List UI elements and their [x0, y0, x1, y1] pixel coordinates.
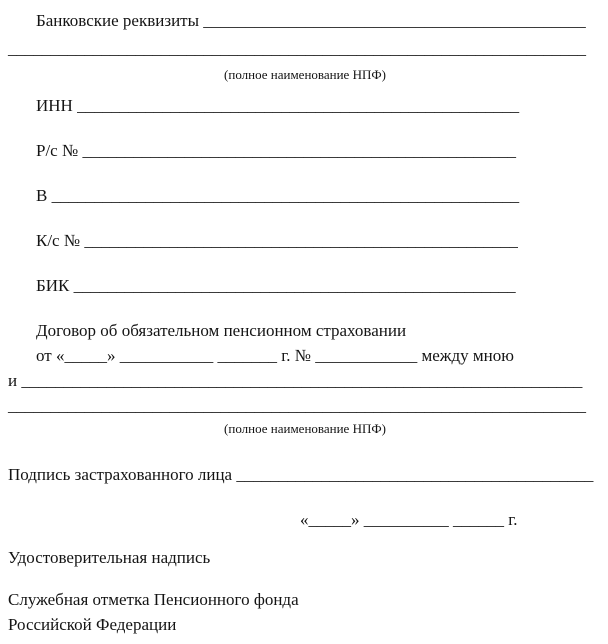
- corr-account-row: [8, 230, 602, 251]
- agreement-party-row: [8, 370, 602, 391]
- service-mark-line-2: Российской Федерации: [8, 615, 177, 634]
- bank-details-label: Банковские реквизиты: [36, 11, 200, 30]
- signature-date-line: «_____» __________ ______ г.: [300, 510, 518, 529]
- npf-caption-1: (полное наименование НПФ): [224, 67, 386, 82]
- signature-label: Подпись застрахованного лица: [8, 465, 233, 484]
- bik-label: БИК: [36, 276, 70, 295]
- and-line: __________________________________________________________________: [21, 371, 583, 390]
- account-line: ___________________________________________________: [82, 141, 516, 160]
- inn-label: ИНН: [36, 96, 73, 115]
- bank-name-line: _______________________________________________________: [51, 186, 520, 205]
- certification-heading: Удостоверительная надпись: [8, 548, 211, 567]
- signature-line: __________________________________________: [236, 465, 594, 484]
- account-label: Р/с №: [36, 141, 79, 160]
- continuation-line-2: ____________________________________________________________________: [8, 396, 586, 415]
- corr-account-label: К/с №: [36, 231, 81, 250]
- bank-details-line: _____________________________________________: [203, 11, 586, 30]
- service-mark-line-1: Служебная отметка Пенсионного фонда: [8, 590, 299, 609]
- bik-row: [8, 275, 602, 296]
- corr-account-line: ___________________________________________________: [84, 231, 518, 250]
- bank-name-label: В: [36, 186, 48, 205]
- account-row: [8, 140, 602, 161]
- and-label: и: [8, 371, 18, 390]
- bik-line: ____________________________________________________: [73, 276, 516, 295]
- agreement-date-line: от «_____» ___________ _______ г. № ____________ между мною: [36, 346, 514, 365]
- inn-row: [8, 95, 602, 116]
- npf-caption-2: (полное наименование НПФ): [224, 421, 386, 436]
- continuation-line-1: ____________________________________________________________________: [8, 39, 586, 58]
- bank-name-row: [8, 185, 602, 206]
- agreement-title-line: Договор об обязательном пенсионном страховании: [36, 321, 407, 340]
- signature-row: [8, 464, 602, 485]
- bank-details-row: [8, 10, 602, 31]
- inn-line: ____________________________________________________: [77, 96, 520, 115]
